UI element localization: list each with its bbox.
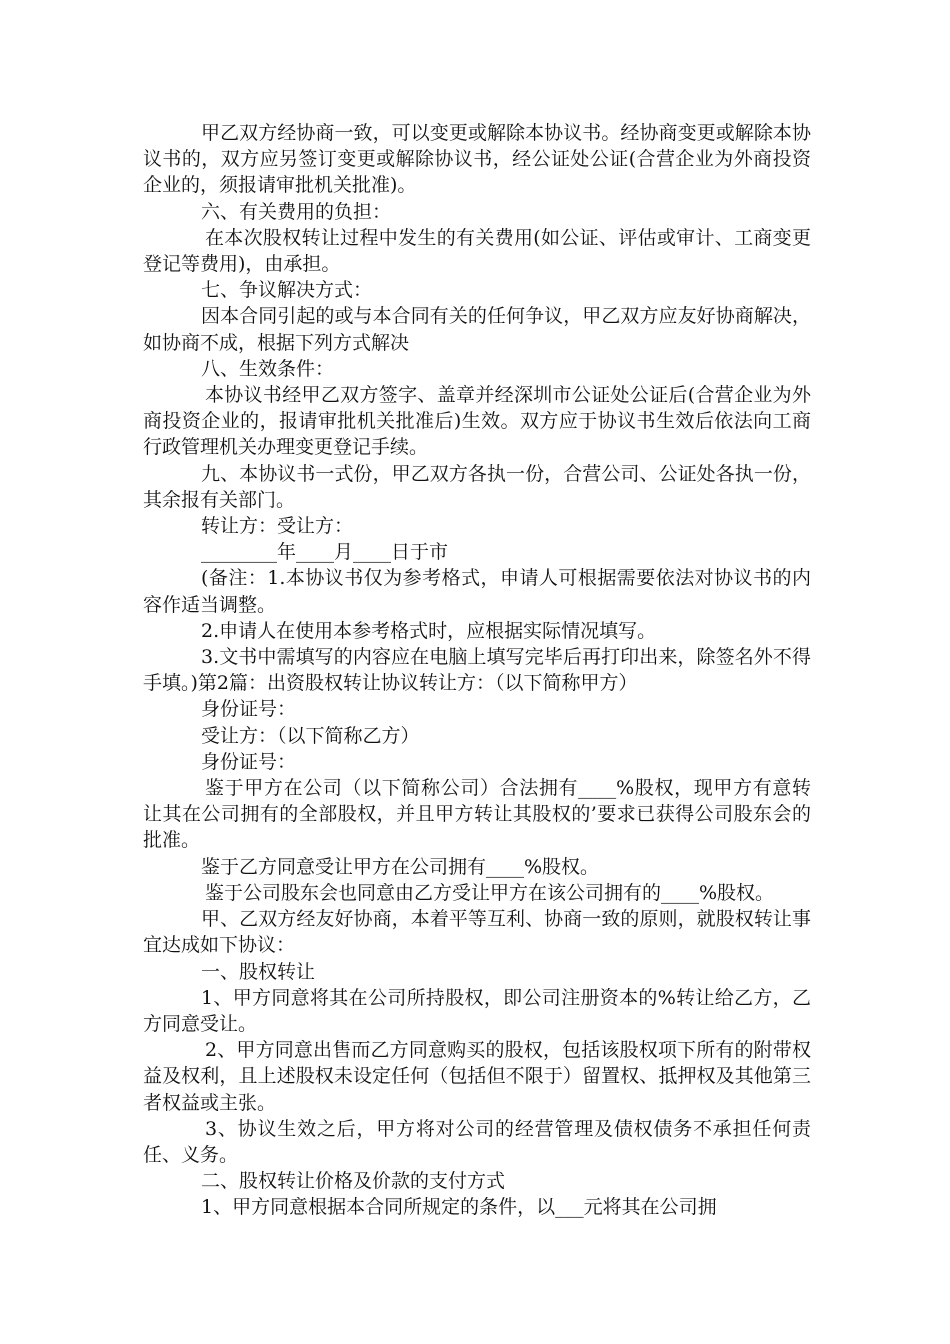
section-heading: 七、争议解决方式： [201,279,373,302]
paragraph: 本协议书经甲乙双方签字、盖章并经深圳市公证处公证后(合营企业为外商投资企业的，报请审批机关批准后)生效。双方应于协议书生效后依法向工商行政管理机关办理变更登记手续。 [143,384,811,459]
paragraph: 3.文书中需填写的内容应在电脑上填写完毕后再打印出来，除签名外不得手填。)第2篇：出资股权转让协议转让方：（以下简称甲方） [143,646,811,695]
paragraph: 2.申请人在使用本参考格式时，应根据实际情况填写。 [201,619,657,642]
document-body [143,120,811,1221]
paragraph: 甲乙双方经协商一致，可以变更或解除本协议书。经协商变更或解除本协议书的，双方应另签订变更或解除协议书，经公证处公证(合营企业为外商投资企业的，须报请审批机关批准)。 [143,122,811,197]
signature-line: 转让方：受让方： [201,515,354,538]
date-line: ________年____月____日于市 [201,541,449,564]
paragraph: 1、甲方同意根据本合同所规定的条件，以___元将其在公司拥 [201,1196,717,1219]
field-line: 身份证号： [201,698,297,721]
section-heading: 一、股权转让 [201,960,316,983]
paragraph: 鉴于乙方同意受让甲方在公司拥有____%股权。 [201,855,600,878]
paragraph: 1、甲方同意将其在公司所持股权，即公司注册资本的%转让给乙方，乙方同意受让。 [143,986,811,1035]
paragraph: 3、协议生效之后，甲方将对公司的经营管理及债权债务不承担任何责任、义务。 [143,1117,811,1166]
paragraph: (备注：1.本协议书仅为参考格式，申请人可根据需要依法对协议书的内容作适当调整。 [143,567,811,616]
paragraph: 甲、乙双方经友好协商，本着平等互利、协商一致的原则，就股权转让事宜达成如下协议： [143,908,811,957]
field-line: 受让方：（以下简称乙方） [201,724,420,747]
section-heading: 六、有关费用的负担： [201,200,392,223]
paragraph: 在本次股权转让过程中发生的有关费用(如公证、评估或审计、工商变更登记等费用)，由承担。 [143,226,811,276]
paragraph: 九、本协议书一式份，甲乙双方各执一份，合营公司、公证处各执一份，其余报有关部门。 [143,462,811,511]
paragraph: 因本合同引起的或与本合同有关的任何争议，甲乙双方应友好协商解决，如协商不成，根据下列方式解决 [143,305,811,354]
section-heading: 二、股权转让价格及价款的支付方式 [201,1170,506,1193]
paragraph: 鉴于公司股东会也同意由乙方受让甲方在该公司拥有的____%股权。 [205,881,775,904]
paragraph: 2、甲方同意出售而乙方同意购买的股权，包括该股权项下所有的附带权益及权利，且上述股权未设定任何（包括但不限于）留置权、抵押权及其他第三者权益或主张。 [143,1039,811,1114]
paragraph: 鉴于甲方在公司（以下简称公司）合法拥有____%股权，现甲方有意转让其在公司拥有的全部股权，并且甲方转让其股权的’要求已获得公司股东会的批准。 [143,777,811,852]
section-heading: 八、生效条件： [201,357,335,380]
field-line: 身份证号： [201,750,297,773]
